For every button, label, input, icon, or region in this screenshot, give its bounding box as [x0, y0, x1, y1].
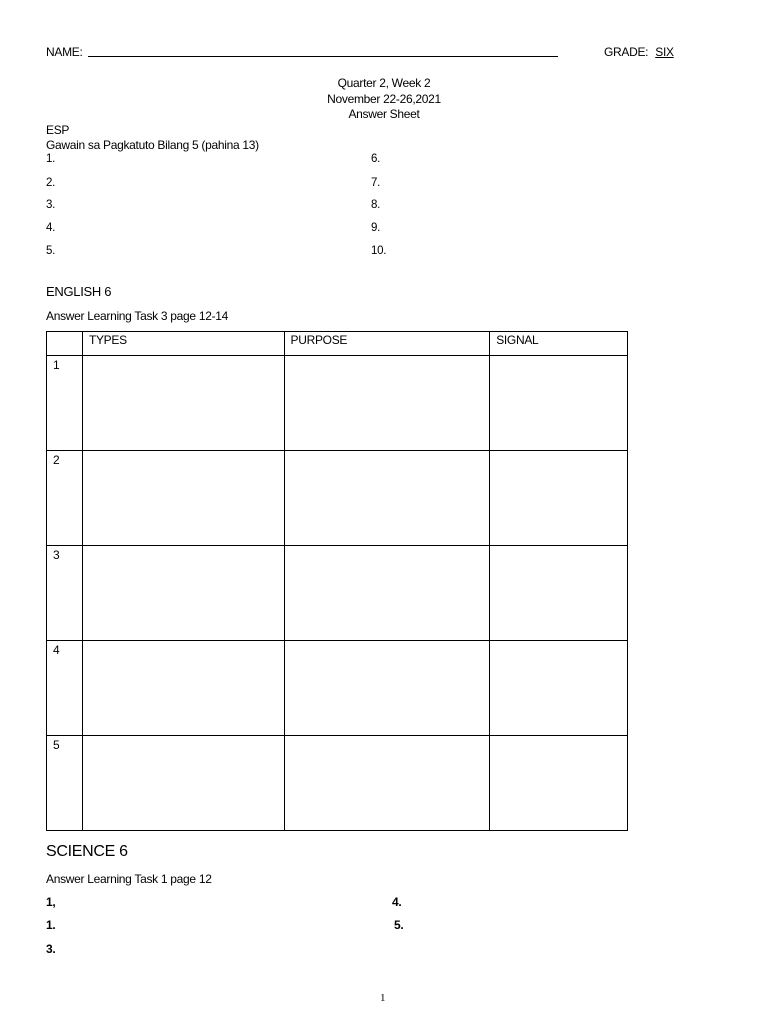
esp-item-5: 5.: [46, 245, 55, 257]
grade-field: [604, 45, 674, 59]
science-item-right-5: 5.: [394, 918, 404, 932]
types-cell[interactable]: [82, 546, 284, 641]
table-row: [47, 736, 628, 831]
science-item-left-2: 1.: [46, 918, 56, 932]
purpose-cell[interactable]: [284, 451, 490, 546]
english-subject: ENGLISH 6: [46, 284, 112, 299]
esp-item-4: 4.: [46, 222, 55, 234]
column-header-types: TYPES: [82, 332, 284, 356]
quarter-week: Quarter 2, Week 2: [337, 76, 431, 90]
signal-cell[interactable]: [490, 451, 628, 546]
signal-cell[interactable]: [490, 546, 628, 641]
esp-item-1: 1.: [46, 153, 55, 165]
esp-task: Gawain sa Pagkatuto Bilang 5 (pahina 13): [46, 138, 259, 152]
esp-item-6: 6.: [371, 153, 380, 165]
esp-item-8: 8.: [371, 199, 380, 211]
esp-subject: ESP: [46, 123, 70, 137]
science-item-right-4: 4.: [392, 895, 402, 909]
purpose-cell[interactable]: [284, 736, 490, 831]
column-header-purpose: PURPOSE: [284, 332, 490, 356]
types-cell[interactable]: [82, 736, 284, 831]
english-answer-table: [46, 331, 628, 831]
esp-item-2: 2.: [46, 177, 55, 189]
name-blank-line[interactable]: [88, 56, 558, 57]
english-task: Answer Learning Task 3 page 12-14: [46, 309, 229, 323]
page-number: 1: [380, 992, 386, 1004]
grade-value: SIX: [655, 45, 674, 59]
grade-label: GRADE:: [604, 45, 649, 59]
row-number: 4: [47, 641, 83, 736]
table-header-row: [47, 332, 628, 356]
table-row: [47, 546, 628, 641]
answer-sheet-title: Answer Sheet: [348, 107, 420, 121]
types-cell[interactable]: [82, 641, 284, 736]
purpose-cell[interactable]: [284, 356, 490, 451]
esp-item-10: 10.: [371, 245, 387, 257]
row-number: 2: [47, 451, 83, 546]
table-row: [47, 641, 628, 736]
types-cell[interactable]: [82, 451, 284, 546]
row-number: 3: [47, 546, 83, 641]
date-range: November 22-26,2021: [327, 92, 441, 106]
purpose-cell[interactable]: [284, 641, 490, 736]
purpose-cell[interactable]: [284, 546, 490, 641]
science-item-left-1: 1,: [46, 895, 56, 909]
row-number: 5: [47, 736, 83, 831]
esp-item-9: 9.: [371, 222, 380, 234]
science-item-left-3: 3.: [46, 942, 56, 956]
signal-cell[interactable]: [490, 356, 628, 451]
esp-item-7: 7.: [371, 177, 380, 189]
science-subject: SCIENCE 6: [46, 843, 128, 860]
signal-cell[interactable]: [490, 736, 628, 831]
column-header-signal: SIGNAL: [490, 332, 628, 356]
name-label: NAME:: [46, 45, 83, 59]
types-cell[interactable]: [82, 356, 284, 451]
table-row: [47, 451, 628, 546]
esp-item-3: 3.: [46, 199, 55, 211]
row-number: 1: [47, 356, 83, 451]
science-task: Answer Learning Task 1 page 12: [46, 872, 212, 886]
table-header-blank: [47, 332, 83, 356]
table-row: [47, 356, 628, 451]
signal-cell[interactable]: [490, 641, 628, 736]
